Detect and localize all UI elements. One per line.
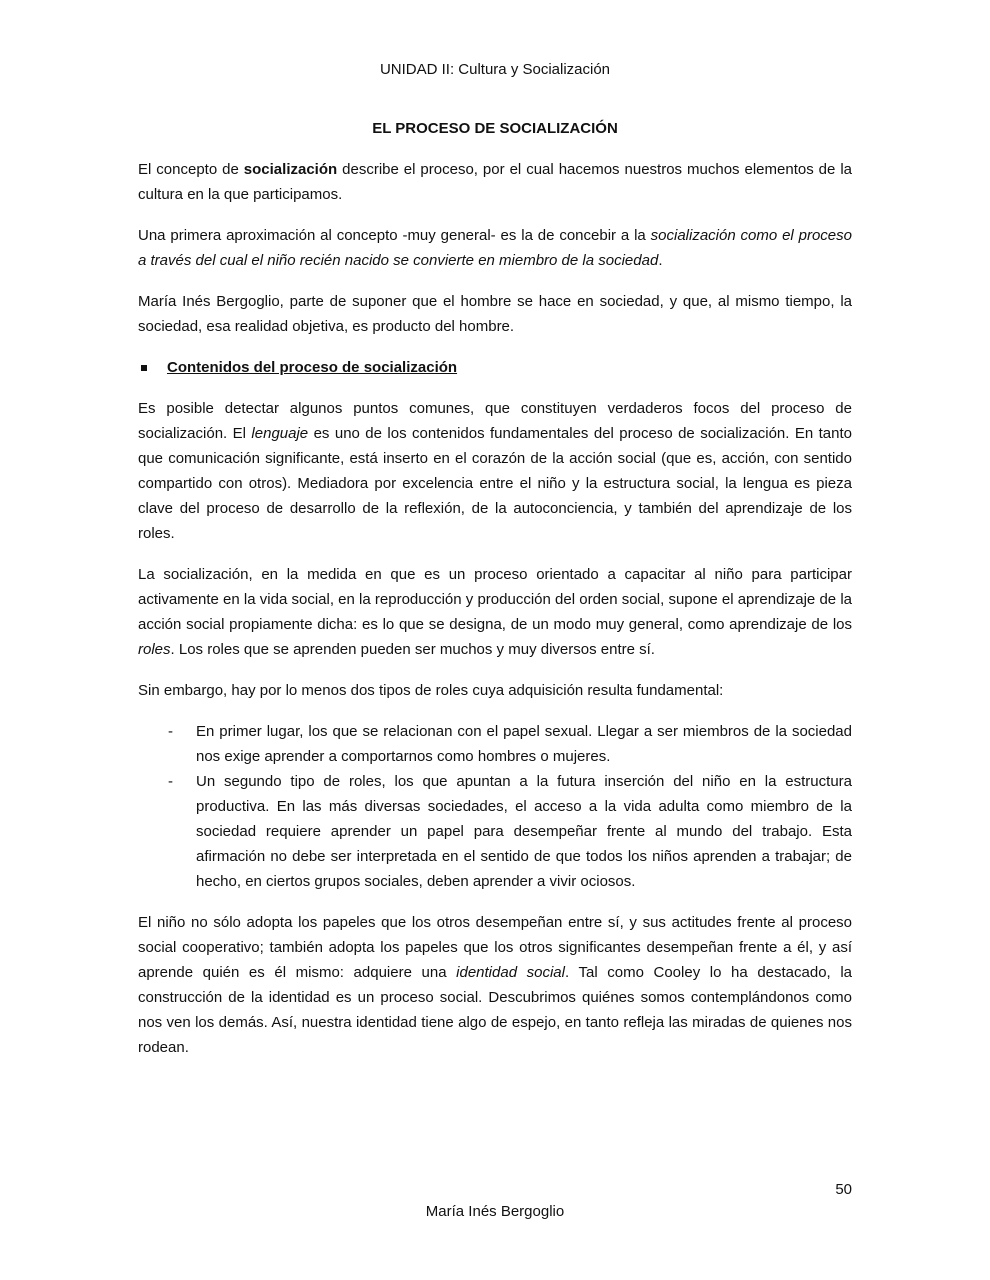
section-heading-text: Contenidos del proceso de socialización xyxy=(167,359,458,376)
term-roles: roles xyxy=(138,641,171,658)
square-bullet-icon xyxy=(141,365,147,371)
list-item: - Un segundo tipo de roles, los que apuntan a la futura inserción del niño en la estructura productiva. En las más diversas sociedades, el acceso a la vida adulta como miembro de la sociedad requiere aprender un papel para desempeñar frente al mundo del trabajo. Esta afirmación no debe ser interpretada en el sentido de que todos los niños aprenden a trabajar; de hecho, en ciertos grupos sociales, deben aprender a vivir ociosos. xyxy=(138,769,852,894)
term-socializacion: socialización xyxy=(243,161,338,178)
roles-list xyxy=(138,719,852,894)
dash-marker: - xyxy=(168,723,173,740)
paragraph-5: La socialización, en la medida en que es un proceso orientado a capacitar al niño para participar activamente en la vida social, en la reproducción y producción del orden social, supone el aprendizaje de la acción social propiamente dicha: es lo que se designa, de un modo muy general, como aprendizaje de los roles. Los roles que se aprenden pueden ser muchos y muy diversos entre sí. xyxy=(138,566,852,658)
body-text xyxy=(138,157,852,1076)
paragraph-4: Es posible detectar algunos puntos comunes, que constituyen verdaderos focos del proceso de socialización. El lenguaje es uno de los contenidos fundamentales del proceso de socialización. En tanto que comunicación significante, está inserto en el corazón de la acción social (que es, acción, con sentido compartido con otros). Mediadora por excelencia entre el niño y la estructura social, la lengua es pieza clave del proceso de desarrollo de la reflexión, de la autoconciencia, y también del aprendizaje de los roles. xyxy=(138,400,852,542)
term-identidad-social: identidad social xyxy=(456,964,565,981)
term-lenguaje: lenguaje xyxy=(251,425,309,442)
list-item: - En primer lugar, los que se relacionan con el papel sexual. Llegar a ser miembros de la sociedad nos exige aprender a comportarnos como hombres o mujeres. xyxy=(138,719,852,769)
definition-italic: socialización como el proceso a través del cual el niño recién nacido se convierte en miembro de la sociedad xyxy=(138,227,852,269)
footer-author: María Inés Bergoglio xyxy=(425,1203,565,1220)
paragraph-6: Sin embargo, hay por lo menos dos tipos de roles cuya adquisición resulta fundamental: xyxy=(138,682,724,699)
page-number: 50 xyxy=(835,1181,852,1198)
paragraph-3: María Inés Bergoglio, parte de suponer que el hombre se hace en sociedad, y que, al mismo tiempo, la sociedad, esa realidad objetiva, es producto del hombre. xyxy=(138,293,852,335)
section-heading xyxy=(138,355,852,380)
paragraph-7: El niño no sólo adopta los papeles que los otros desempeñan entre sí, y sus actitudes frente al proceso social cooperativo; también adopta los papeles que los otros significantes desempeñan frente a él, y así aprende quién es él mismo: adquiere una identidad social. Tal como Cooley lo ha destacado, la construcción de la identidad es un proceso social. Descubrimos quiénes somos contemplándonos como nos ven los demás. Así, nuestra identidad tiene algo de espejo, en tanto refleja las miradas de quienes nos rodean. xyxy=(138,914,852,1056)
running-header: UNIDAD II: Cultura y Socialización xyxy=(379,61,611,78)
dash-marker: - xyxy=(168,773,173,790)
paragraph-2: Una primera aproximación al concepto -muy general- es la de concebir a la socialización como el proceso a través del cual el niño recién nacido se convierte en miembro de la sociedad. xyxy=(138,227,852,269)
page-title: EL PROCESO DE SOCIALIZACIÓN xyxy=(372,120,618,137)
paragraph-1: El concepto de socialización describe el proceso, por el cual hacemos nuestros muchos elementos de la cultura en la que participamos. xyxy=(138,161,852,203)
